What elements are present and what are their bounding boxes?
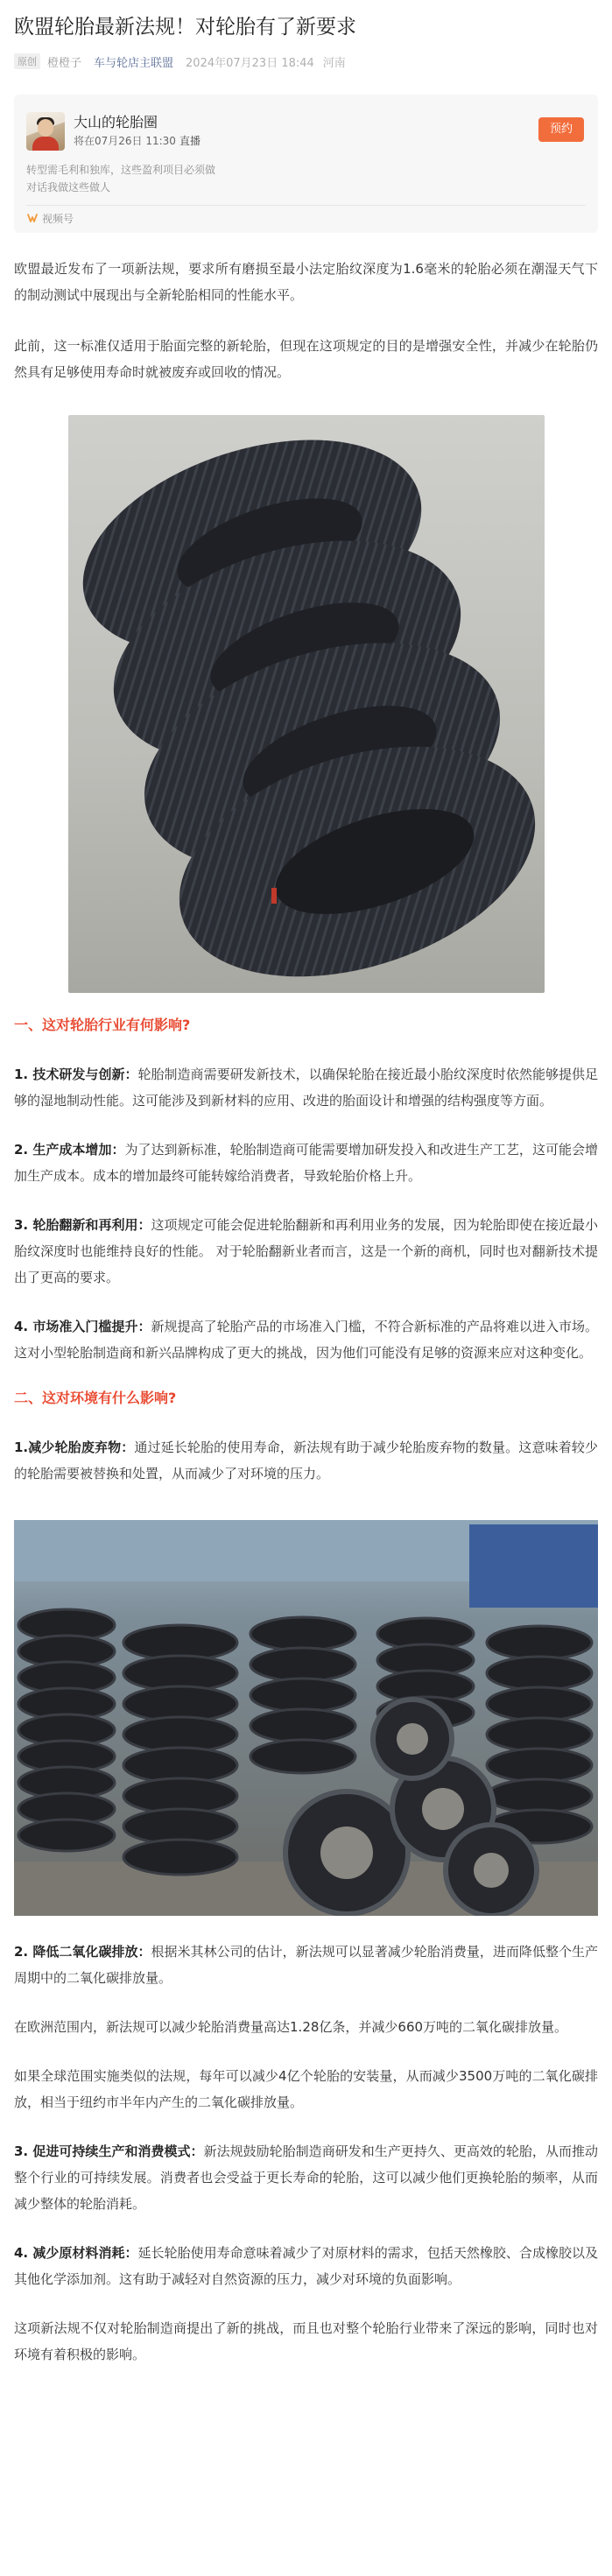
author-name[interactable]: 橙橙子 (47, 56, 82, 70)
point-paragraph (14, 1061, 598, 1114)
intro-paragraph: 此前，这一标准仅适用于胎面完整的新轮胎，但现在这项规定的目的是增强安全性，并减少在轮胎仍然具有足够使用寿命时就被废弃或回收的情况。 (14, 338, 598, 380)
conclusion-paragraph: 这项新法规不仅对轮胎制造商提出了新的挑战，而且也对整个轮胎行业带来了深远的影响，同时也对环境有着积极的影响。 (14, 2320, 598, 2362)
point-label: 2. 生产成本增加： (14, 1142, 125, 1158)
live-description-line: 对话我做这些做人 (26, 181, 111, 194)
live-card-footer (26, 206, 586, 230)
publish-date: 2024年07月23日 18:44 (186, 56, 314, 70)
intro-paragraph: 欧盟最近发布了一项新法规，要求所有磨损至最小法定胎纹深度为1.6毫米的轮胎必须在潮湿天气下的制动测试中展现出与全新轮胎相同的性能水平。 (14, 261, 598, 303)
live-info (74, 113, 586, 150)
point-text: 新法规鼓励轮胎制造商研发和生产更持久、更高效的轮胎，从而推动整个行业的可持续发展。消费者也会受益于更长寿命的轮胎，这可以减少他们更换轮胎的频率，从而减少整体的轮胎消耗。 (14, 2143, 598, 2212)
article-meta (14, 51, 598, 72)
section-heading-environment: 二、这对环境有什么影响? (14, 1390, 177, 1406)
live-schedule: 将在07月26日 11:30 (74, 135, 176, 147)
original-badge: 原创 (14, 53, 40, 69)
live-tag: 直播 (179, 135, 200, 147)
point-label: 1. 技术研发与创新： (14, 1066, 138, 1082)
point-text: 延长轮胎使用寿命意味着减少了对原材料的需求，包括天然橡胶、合成橡胶以及其他化学添加剂。这有助于减轻对自然资源的压力，减少对环境的负面影响。 (14, 2245, 598, 2287)
live-reservation-card[interactable] (14, 95, 598, 233)
channels-label: 视频号 (42, 212, 74, 225)
point-label: 1.减少轮胎废弃物： (14, 1439, 135, 1455)
point-label: 4. 市场准入门槛提升： (14, 1319, 151, 1334)
point-paragraph (14, 1313, 598, 1366)
live-channel-name: 大山的轮胎圈 (74, 114, 158, 130)
body-paragraph: 在欧洲范围内，新法规可以减少轮胎消费量高达1.28亿条，并减少660万吨的二氧化碳排放量。 (14, 2019, 568, 2035)
live-description (26, 161, 586, 196)
point-label: 3. 促进可持续生产和消费模式： (14, 2143, 204, 2159)
point-paragraph (14, 1939, 598, 1991)
live-card-header (26, 109, 586, 154)
point-label: 4. 减少原材料消耗： (14, 2245, 138, 2261)
avatar (26, 112, 65, 151)
point-paragraph (14, 1434, 598, 1487)
body-paragraph: 如果全球范围实施类似的法规，每年可以减少4亿个轮胎的安装量，从而减少3500万吨的二氧化碳排放，相当于纽约市半年内产生的二氧化碳排放量。 (14, 2068, 598, 2110)
publish-location: 河南 (322, 56, 346, 70)
point-label: 3. 轮胎翻新和再利用： (14, 1217, 151, 1233)
point-label: 2. 降低二氧化碳排放： (14, 1944, 151, 1960)
point-paragraph (14, 2138, 598, 2217)
point-text: 为了达到新标准，轮胎制造商可能需要增加研发投入和改进生产工艺，这可能会增加生产成本。成本的增加最终可能转嫁给消费者，导致轮胎价格上升。 (14, 1142, 598, 1184)
point-text: 这项规定可能会促进轮胎翻新和再利用业务的发展，因为轮胎即使在接近最小胎纹深度时也能维持良好的性能。 对于轮胎翻新业者而言，这是一个新的商机，同时也对翻新技术提出了更高的要求。 (14, 1217, 598, 1285)
point-text: 轮胎制造商需要研发新技术，以确保轮胎在接近最小胎纹深度时依然能够提供足够的湿地制动性能。这可能涉及到新材料的应用、改进的胎面设计和增强的结构强度等方面。 (14, 1066, 598, 1109)
live-time (74, 132, 586, 150)
reserve-button[interactable]: 预约 (538, 117, 584, 142)
point-text: 通过延长轮胎的使用寿命，新法规有助于减少轮胎废弃物的数量。这意味着较少的轮胎需要被替换和处置，从而减少了对环境的压力。 (14, 1439, 598, 1482)
live-description-line: 转型需毛利和独库，这些盈利项目必须做 (26, 164, 216, 176)
account-name-link[interactable]: 车与轮店主联盟 (94, 56, 174, 70)
tire-warehouse-image (14, 1520, 598, 1916)
point-paragraph (14, 2240, 598, 2292)
point-text: 根据米其林公司的估计，新法规可以显著减少轮胎消费量，进而降低整个生产周期中的二氧化碳排放量。 (14, 1944, 598, 1986)
point-paragraph (14, 1137, 598, 1189)
section-heading-industry: 一、这对轮胎行业有何影响? (14, 1017, 191, 1033)
point-text: 新规提高了轮胎产品的市场准入门槛，不符合新标准的产品将难以进入市场。这对小型轮胎制造商和新兴品牌构成了更大的挑战，因为他们可能没有足够的资源来应对这种变化。 (14, 1319, 598, 1361)
point-paragraph (14, 1212, 598, 1291)
article-title: 欧盟轮胎最新法规！对轮胎有了新要求 (14, 16, 356, 39)
tire-stack-image (68, 415, 545, 993)
channels-icon (26, 212, 39, 224)
